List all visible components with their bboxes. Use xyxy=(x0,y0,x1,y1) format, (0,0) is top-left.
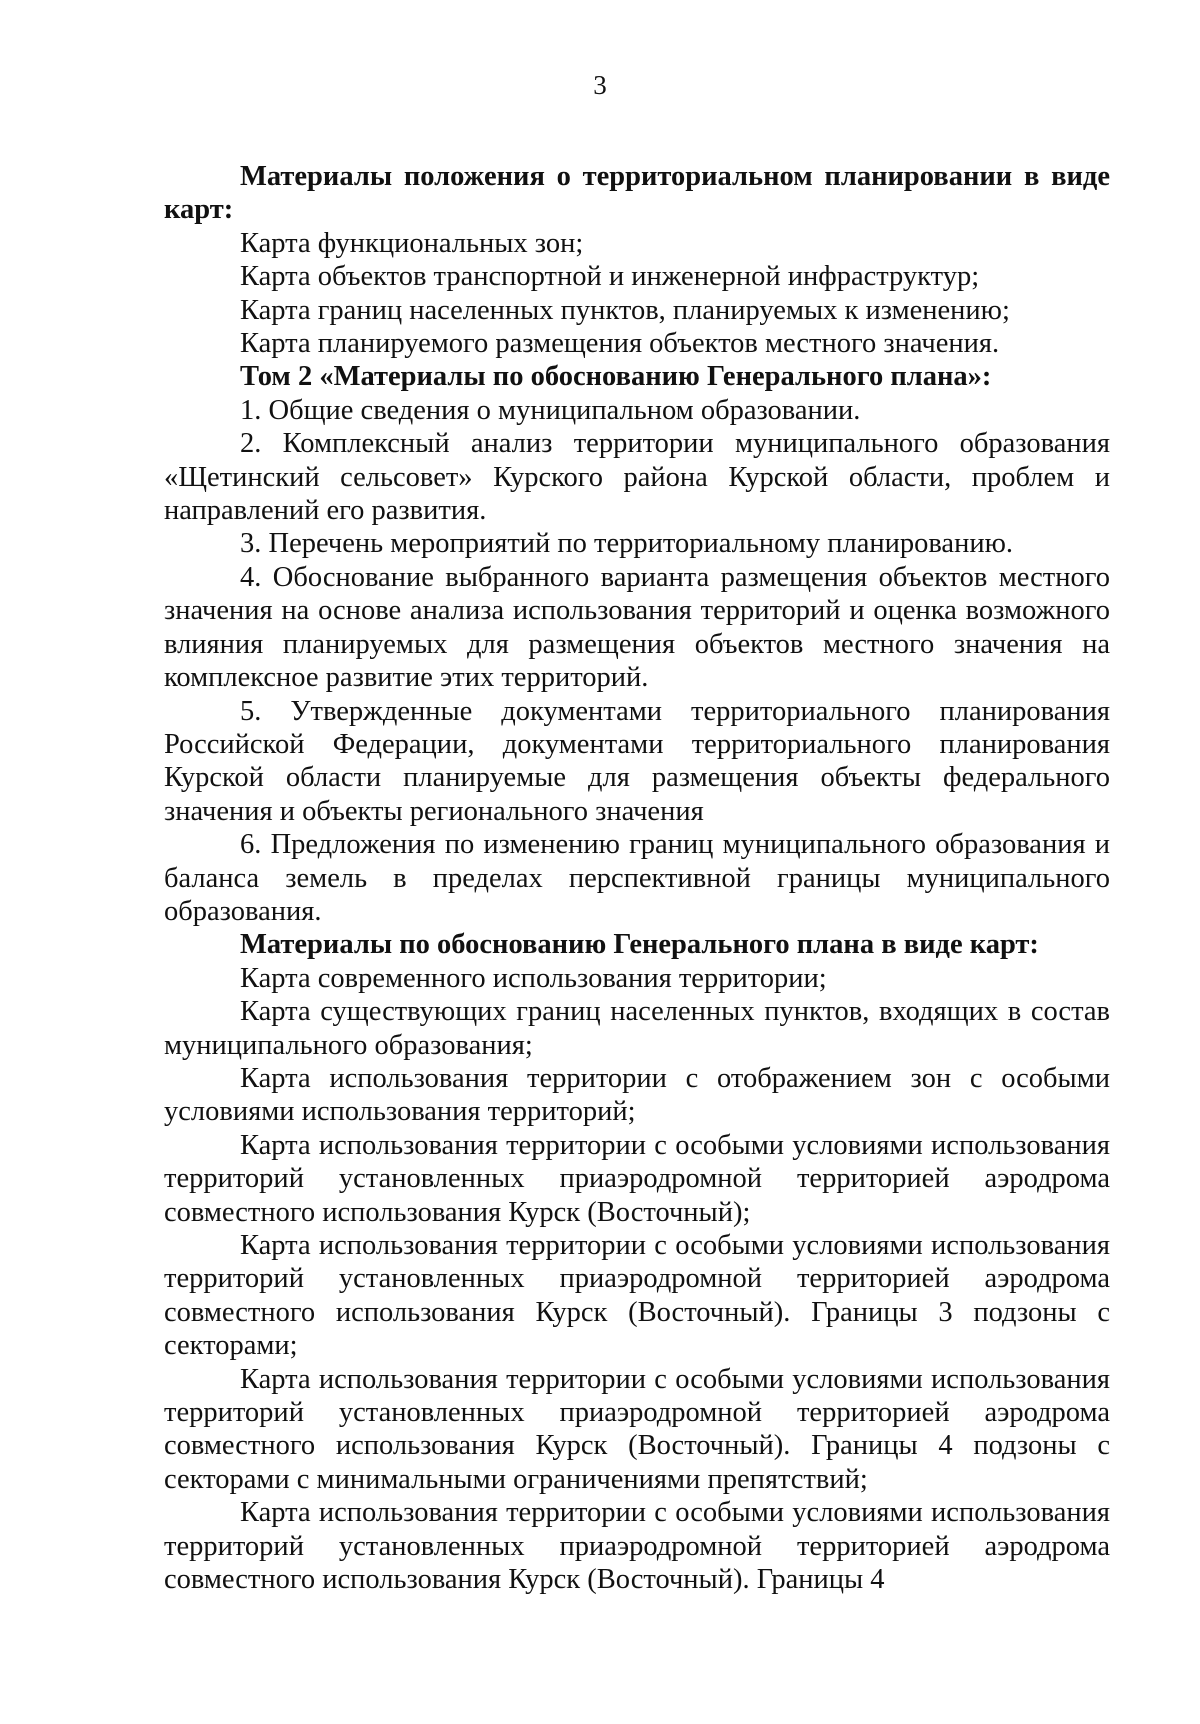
section-heading: Материалы по обоснованию Генерального плана в виде карт: xyxy=(240,929,1039,961)
paragraph: Карта объектов транспортной и инженерной инфраструктур; xyxy=(240,261,980,293)
document-body xyxy=(164,160,1110,1596)
paragraph: Карта использования территории с особыми условиями использования территорий установленных приаэродромной территорией аэродрома совместного использования Курск (Восточный). Границы 3 подзоны с секторами; xyxy=(164,1230,1110,1362)
paragraph: Карта функциональных зон; xyxy=(240,227,584,259)
section-heading: Том 2 «Материалы по обоснованию Генерального плана»: xyxy=(240,361,992,393)
paragraph: 5. Утвержденные документами территориального планирования Российской Федерации, документами территориального планирования Курской области планируемые для размещения объекты федерального значения и объекты регионального значения xyxy=(164,695,1110,827)
paragraph: 6. Предложения по изменению границ муниципального образования и баланса земель в пределах перспективной границы муниципального образования. xyxy=(164,829,1110,927)
paragraph: 2. Комплексный анализ территории муниципального образования «Щетинский сельсовет» Курского района Курской области, проблем и направлений его развития. xyxy=(164,428,1110,527)
section-heading: Материалы положения о территориальном планировании в виде карт: xyxy=(164,161,1110,226)
paragraph: Карта планируемого размещения объектов местного значения. xyxy=(240,328,1000,360)
paragraph: 3. Перечень мероприятий по территориальному планированию. xyxy=(240,528,1013,560)
paragraph: 4. Обоснование выбранного варианта размещения объектов местного значения на основе анализа использования территорий и оценка возможного влияния планируемых для размещения объектов местного значения на комплексное развитие этих территорий. xyxy=(164,561,1110,694)
paragraph: Карта существующих границ населенных пунктов, входящих в состав муниципального образования; xyxy=(164,996,1110,1061)
paragraph: Карта использования территории с особыми условиями использования территорий установленных приаэродромной территорией аэродрома совместного использования Курск (Восточный); xyxy=(164,1129,1110,1228)
page-number: 3 xyxy=(593,70,607,100)
paragraph: Карта использования территории с особыми условиями использования территорий установленных приаэродромной территорией аэродрома совместного использования Курск (Восточный). Границы 4 xyxy=(164,1497,1110,1596)
paragraph: Карта использования территории с отображением зон с особыми условиями использования территорий; xyxy=(164,1062,1110,1128)
paragraph: 1. Общие сведения о муниципальном образовании. xyxy=(240,394,861,426)
paragraph: Карта современного использования территории; xyxy=(240,962,827,994)
paragraph: Карта использования территории с особыми условиями использования территорий установленных приаэродромной территорией аэродрома совместного использования Курск (Восточный). Границы 4 подзоны с секторами с минимальными ограничениями препятствий; xyxy=(164,1363,1110,1495)
paragraph: Карта границ населенных пунктов, планируемых к изменению; xyxy=(240,294,1010,326)
